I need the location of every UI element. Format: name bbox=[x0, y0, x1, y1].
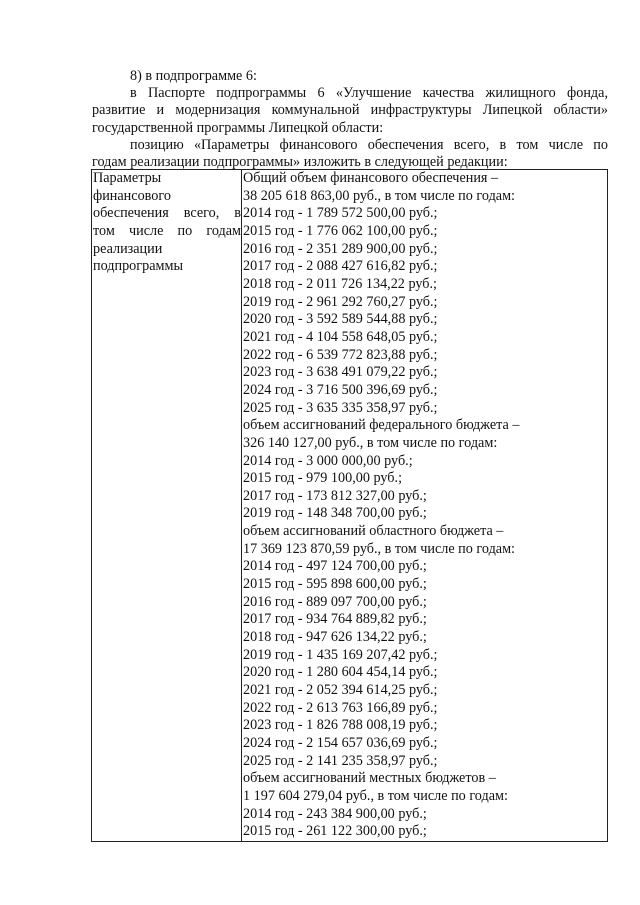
financing-line: объем ассигнований местных бюджетов – bbox=[243, 770, 496, 787]
financing-line: 2014 год - 243 384 900,00 руб.; bbox=[243, 805, 427, 822]
financing-line: 2024 год - 2 154 657 036,69 руб.; bbox=[243, 735, 438, 751]
financing-line: 2017 год - 934 764 889,82 руб.; bbox=[243, 611, 427, 628]
financing-line: 2015 год - 595 898 600,00 руб.; bbox=[243, 576, 427, 593]
financing-line: 2016 год - 889 097 700,00 руб.; bbox=[243, 593, 427, 610]
financing-line: Общий объем финансового обеспечения – bbox=[243, 170, 499, 186]
financing-line: 2014 год - 497 124 700,00 руб.; bbox=[243, 558, 427, 575]
financing-line: 2017 год - 173 812 327,00 руб.; bbox=[243, 487, 427, 504]
financing-line: 2017 год - 2 088 427 616,82 руб.; bbox=[243, 258, 438, 275]
financing-line: 2015 год - 979 100,00 руб.; bbox=[243, 470, 403, 487]
financing-line: 38 205 618 863,00 руб., в том числе по годам: bbox=[243, 187, 515, 204]
parameter-name-line: финансового bbox=[93, 187, 171, 204]
financing-line: объем ассигнований федерального бюджета – bbox=[243, 417, 520, 434]
paragraph-1-line-1: в Паспорте подпрограммы 6 «Улучшение качества жилищного фонда, bbox=[130, 85, 608, 102]
financing-line: 2021 год - 4 104 558 648,05 руб.; bbox=[243, 328, 438, 345]
intro-text bbox=[92, 68, 608, 171]
table-row bbox=[92, 170, 608, 842]
financing-line: 2014 год - 1 789 572 500,00 руб.; bbox=[243, 205, 438, 222]
financing-line: 2019 год - 1 435 169 207,42 руб.; bbox=[243, 646, 438, 663]
financing-line: 2023 год - 1 826 788 008,19 руб.; bbox=[243, 717, 438, 734]
paragraph-1-line-2: развитие и модернизация коммунальной инфраструктуры Липецкой области» bbox=[92, 102, 608, 119]
financing-line: 17 369 123 870,59 руб., в том числе по годам: bbox=[243, 540, 515, 557]
parameter-name-line: подпрограммы bbox=[93, 258, 183, 275]
financing-line: 2015 год - 1 776 062 100,00 руб.; bbox=[243, 222, 438, 239]
financing-line: 2018 год - 2 011 726 134,22 руб.; bbox=[243, 275, 437, 292]
financing-line: 326 140 127,00 руб., в том числе по годам: bbox=[243, 434, 498, 451]
financing-line: 2016 год - 2 351 289 900,00 руб.; bbox=[243, 240, 438, 257]
financing-line: 2020 год - 3 592 589 544,88 руб.; bbox=[243, 311, 438, 328]
financing-line: 2019 год - 148 348 700,00 руб.; bbox=[243, 505, 427, 522]
paragraph-2-line-1: позицию «Параметры финансового обеспечения всего, в том числе по bbox=[130, 136, 608, 153]
financing-line: объем ассигнований областного бюджета – bbox=[243, 523, 504, 540]
parameter-name-line: реализации bbox=[93, 240, 163, 257]
financing-line: 2025 год - 3 635 335 358,97 руб.; bbox=[243, 399, 438, 416]
financing-table bbox=[91, 169, 608, 842]
financing-line: 2015 год - 261 122 300,00 руб.; bbox=[243, 823, 427, 840]
paragraph-1-line-3: государственной программы Липецкой области: bbox=[92, 119, 384, 136]
parameter-name-cell bbox=[92, 170, 242, 842]
financing-line: 2024 год - 3 716 500 396,69 руб.; bbox=[243, 381, 438, 398]
parameter-name-line: обеспечения всего, в bbox=[93, 205, 241, 222]
financing-line: 2022 год - 6 539 772 823,88 руб.; bbox=[243, 346, 438, 363]
item-heading: 8) в подпрограмме 6: bbox=[130, 68, 257, 84]
financing-line: 2019 год - 2 961 292 760,27 руб.; bbox=[243, 293, 438, 310]
parameter-name-line: том числе по годам bbox=[93, 222, 241, 239]
financing-line: 2021 год - 2 052 394 614,25 руб.; bbox=[243, 682, 438, 699]
financing-line: 2014 год - 3 000 000,00 руб.; bbox=[243, 452, 413, 469]
financing-line: 2018 год - 947 626 134,22 руб.; bbox=[243, 629, 427, 646]
financing-line: 2025 год - 2 141 235 358,97 руб.; bbox=[243, 752, 438, 769]
financing-line: 2022 год - 2 613 763 166,89 руб.; bbox=[243, 699, 438, 716]
financing-line: 2023 год - 3 638 491 079,22 руб.; bbox=[243, 364, 438, 381]
financing-line: 1 197 604 279,04 руб., в том числе по годам: bbox=[243, 787, 508, 804]
parameter-value-cell bbox=[242, 170, 608, 842]
parameter-name-line: Параметры bbox=[93, 170, 162, 186]
financing-line: 2020 год - 1 280 604 454,14 руб.; bbox=[243, 664, 438, 681]
paragraph-2-line-2: годам реализации подпрограммы» изложить в следующей редакции: bbox=[92, 154, 508, 171]
